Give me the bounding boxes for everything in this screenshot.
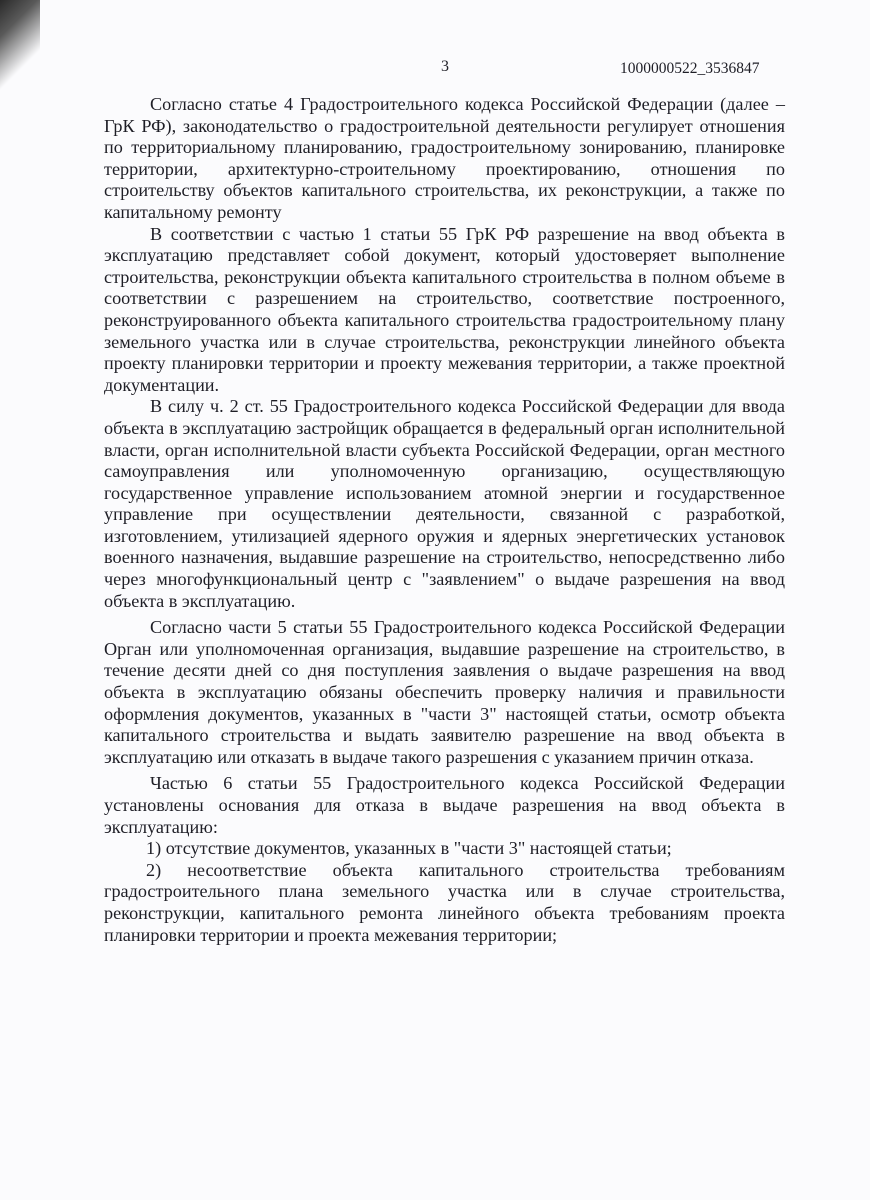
document-id: 1000000522_3536847 — [620, 60, 760, 77]
paragraph-art4: Согласно статье 4 Градостроительного кодекса Российской Федерации (далее – ГрК РФ), законодательство о градостроительной деятельности регулирует отношения по территориальному планированию, градостроительному зонированию, планировке территории, архитектурно-строительному проектированию, отношения по строительству объектов капитального строительства, их реконструкции, а также по капитальному ремонту — [104, 94, 785, 222]
list-item-1: 1) отсутствие документов, указанных в "части 3" настоящей статьи; — [146, 838, 672, 859]
paragraph-art55-part2: В силу ч. 2 ст. 55 Градостроительного кодекса Российской Федерации для ввода объекта в эксплуатацию застройщик обращается в федеральный орган исполнительной власти, орган исполнительной власти субъекта Российской Федерации, орган местного самоуправления или уполномоченную организацию, осуществляющую государственное управление использованием атомной энергии и государственное управление при осуществлении деятельности, связанной с разработкой, изготовлением, утилизацией ядерного оружия и ядерных энергетических установок военного назначения, выдавшие разрешение на строительство, непосредственно либо через многофункциональный центр с "заявлением" о выдаче разрешения на ввод объекта в эксплуатацию. — [104, 396, 785, 611]
paragraph-art55-part6: Частью 6 статьи 55 Градостроительного кодекса Российской Федерации установлены основания для отказа в выдаче разрешения на ввод объекта в эксплуатацию: — [104, 773, 785, 837]
page-number: 3 — [441, 58, 449, 75]
paragraph-art55-part5: Согласно части 5 статьи 55 Градостроительного кодекса Российской Федерации Орган или уполномоченная организация, выдавшие разрешение на строительство, в течение десяти дней со дня поступления заявления о выдаче разрешения на ввод объекта в эксплуатацию обязаны обеспечить проверку наличия и правильности оформления документов, указанных в "части 3" настоящей статьи, осмотр объекта капитального строительства и выдать заявителю разрешение на ввод объекта в эксплуатацию или отказать в выдаче такого разрешения с указанием причин отказа. — [104, 617, 785, 767]
document-body — [104, 94, 785, 946]
scan-corner-shadow — [0, 0, 40, 110]
paragraph-art55-part1: В соответствии с частью 1 статьи 55 ГрК РФ разрешение на ввод объекта в эксплуатацию представляет собой документ, который удостоверяет выполнение строительства, реконструкции объекта капитального строительства в полном объеме в соответствии с разрешением на строительство, соответствие построенного, реконструированного объекта капитального строительства градостроительному плану земельного участка или в случае строительства, реконструкции линейного объекта проекту планировки территории и проекту межевания территории, а также проектной документации. — [104, 223, 785, 395]
list-item-2: 2) несоответствие объекта капитального строительства требованиям градостроительного плана земельного участка или в случае строительства, реконструкции, капитального ремонта линейного объекта требованиям проекта планировки территории и проекта межевания территории; — [104, 859, 785, 945]
